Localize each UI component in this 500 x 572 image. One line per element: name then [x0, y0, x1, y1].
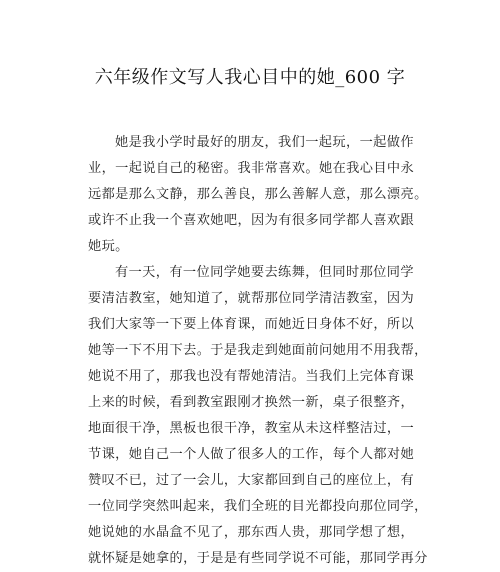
paragraph-line: 一位同学突然叫起来，我们全班的目光都投向那位同学，: [88, 499, 428, 514]
paragraph-line: 要清洁教室，她知道了，就帮那位同学清洁教室，因为: [88, 291, 415, 306]
paragraph-line: 我们大家等一下要上体育课，而她近日身体不好，所以: [88, 317, 415, 332]
paragraph-line: 业，一起说自己的秘密。我非常喜欢。她在我心目中永: [88, 161, 415, 176]
paragraph-line: 有一天，有一位同学她要去练舞，但同时那位同学: [115, 265, 414, 280]
paragraph-line: 赞叹不已，过了一会儿，大家都回到自己的座位上，有: [88, 473, 415, 488]
paragraph-line: 她玩。: [88, 239, 129, 254]
paragraph-line: 地面很干净，黑板也很干净，教室从未这样整洁过，一: [88, 421, 415, 436]
document-body: [88, 130, 428, 572]
paragraph-line: 她说不用了，那我也没有帮她清洁。当我们上完体育课: [88, 369, 415, 384]
paragraph-1: [88, 130, 428, 260]
paragraph-line: 就怀疑是她拿的，于是是有些同学说不可能，那同学再分: [88, 551, 428, 566]
paragraph-line: 她说她的水晶盒不见了，那东西人贵，那同学想了想，: [88, 525, 415, 540]
paragraph-line: 她等一下不用下去。于是我走到她面前问她用不用我帮，: [88, 343, 428, 358]
paragraph-line: 或许不止我一个喜欢她吧，因为有很多同学都人喜欢跟: [88, 213, 415, 228]
paragraph-line: 上来的时候，看到教室跟刚才换然一新，桌子很整齐，: [88, 395, 415, 410]
paragraph-2: [88, 260, 428, 572]
paragraph-line: 节课，她自己一个人做了很多人的工作，每个人都对她: [88, 447, 415, 462]
paragraph-line: 远都是那么文静，那么善良，那么善解人意，那么漂亮。: [88, 187, 428, 202]
paragraph-line: 她是我小学时最好的朋友，我们一起玩，一起做作: [115, 135, 414, 150]
document-title: 六年级作文写人我心目中的她_600 字: [94, 67, 406, 88]
